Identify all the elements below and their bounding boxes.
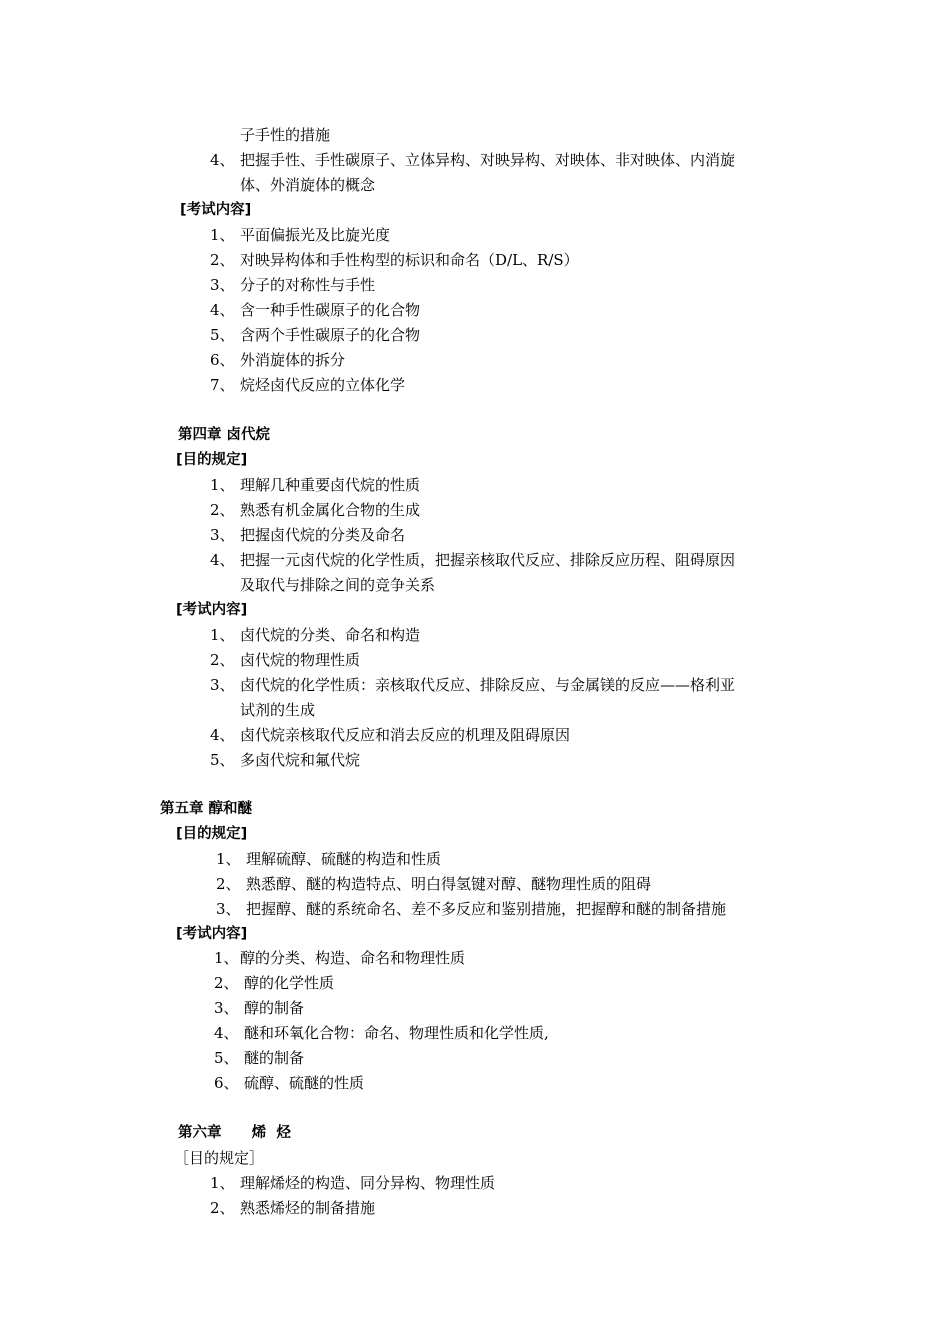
list-item-text: 理解硫醇、硫醚的构造和性质 bbox=[246, 850, 442, 868]
list-item-number: 4、 bbox=[210, 151, 235, 169]
list-item bbox=[210, 476, 420, 494]
list-item-text: 理解烯烃的构造、同分异构、物理性质 bbox=[240, 1174, 496, 1192]
list-item bbox=[214, 949, 465, 967]
list-item bbox=[210, 626, 420, 644]
list-item-continuation: 子手性的措施 bbox=[240, 126, 331, 144]
list-item bbox=[210, 676, 735, 694]
list-item-number: 2、 bbox=[210, 1199, 235, 1217]
list-item bbox=[210, 1199, 375, 1217]
list-item bbox=[210, 326, 420, 344]
list-item bbox=[210, 551, 735, 569]
list-item-number: 4、 bbox=[214, 1024, 239, 1042]
section-heading-goals: ［目的规定］ bbox=[174, 1149, 265, 1167]
list-item-text: 含一种手性碳原子的化合物 bbox=[240, 301, 421, 319]
list-item-number: 6、 bbox=[214, 1074, 239, 1092]
list-item bbox=[210, 151, 735, 169]
list-item-text: 把握醇、醚的系统命名、差不多反应和鉴别措施，把握醇和醚的制备措施 bbox=[246, 900, 727, 918]
list-item-number: 1、 bbox=[210, 226, 235, 244]
list-item bbox=[210, 376, 405, 394]
list-item-number: 2、 bbox=[210, 651, 235, 669]
list-item-text: 分子的对称性与手性 bbox=[240, 276, 376, 294]
list-item-text: 熟悉烯烃的制备措施 bbox=[240, 1199, 376, 1217]
list-item-text: 多卤代烷和氟代烷 bbox=[240, 751, 361, 769]
list-item bbox=[210, 301, 420, 319]
list-item bbox=[216, 875, 651, 893]
list-item-number: 3、 bbox=[210, 276, 235, 294]
list-item-text: 熟悉有机金属化合物的生成 bbox=[240, 501, 421, 519]
list-item bbox=[210, 726, 570, 744]
list-item bbox=[214, 974, 334, 992]
section-heading-exam: [考试内容] bbox=[176, 926, 248, 942]
list-item-number: 3、 bbox=[210, 676, 235, 694]
list-item-number: 5、 bbox=[210, 751, 235, 769]
list-item-text: 把握卤代烷的分类及命名 bbox=[240, 526, 406, 544]
list-item-text: 卤代烷的物理性质 bbox=[240, 651, 361, 669]
list-item-text: 平面偏振光及比旋光度 bbox=[240, 226, 391, 244]
list-item-text: 烷烃卤代反应的立体化学 bbox=[240, 376, 406, 394]
list-item-number: 4、 bbox=[210, 726, 235, 744]
list-item-continuation: 及取代与排除之间的竞争关系 bbox=[240, 576, 436, 594]
list-item bbox=[210, 501, 420, 519]
list-item-text: 醚的制备 bbox=[244, 1049, 305, 1067]
section-heading-goals: [目的规定] bbox=[176, 452, 248, 468]
list-item-number: 1、 bbox=[216, 850, 241, 868]
list-item-text: 对映异构体和手性构型的标识和命名（D/L、R/S） bbox=[240, 251, 579, 269]
list-item-text: 醇的制备 bbox=[244, 999, 305, 1017]
list-item-number: 3、 bbox=[214, 999, 239, 1017]
list-item-number: 3、 bbox=[210, 526, 235, 544]
list-item-number: 3、 bbox=[216, 900, 241, 918]
list-item-number: 1、 bbox=[210, 476, 235, 494]
list-item-text: 熟悉醇、醚的构造特点、明白得氢键对醇、醚物理性质的阻碍 bbox=[246, 875, 652, 893]
chapter-title: 第四章 卤代烷 bbox=[178, 427, 271, 443]
list-item-number: 6、 bbox=[210, 351, 235, 369]
list-item-text: 把握手性、手性碳原子、立体异构、对映异构、对映体、非对映体、内消旋 bbox=[240, 151, 736, 169]
list-item bbox=[210, 351, 345, 369]
list-item bbox=[214, 1049, 304, 1067]
list-item bbox=[210, 751, 360, 769]
list-item bbox=[214, 999, 304, 1017]
list-item-text: 把握一元卤代烷的化学性质，把握亲核取代反应、排除反应历程、阻碍原因 bbox=[240, 551, 736, 569]
list-item-number: 4、 bbox=[210, 551, 235, 569]
list-item bbox=[216, 900, 726, 918]
list-item-number: 1、 bbox=[214, 949, 239, 967]
list-item-text: 醇的化学性质 bbox=[244, 974, 335, 992]
list-item-continuation: 试剂的生成 bbox=[240, 701, 316, 719]
list-item-text: 卤代烷的分类、命名和构造 bbox=[240, 626, 421, 644]
section-heading-goals: [目的规定] bbox=[176, 826, 248, 842]
list-item-number: 4、 bbox=[210, 301, 235, 319]
chapter-title: 第六章 烯 烃 bbox=[178, 1125, 291, 1141]
list-item bbox=[216, 850, 441, 868]
list-item-number: 2、 bbox=[216, 875, 241, 893]
list-item-number: 1、 bbox=[210, 1174, 235, 1192]
list-item-number: 5、 bbox=[214, 1049, 239, 1067]
list-item-text: 卤代烷亲核取代反应和消去反应的机理及阻碍原因 bbox=[240, 726, 571, 744]
list-item-number: 2、 bbox=[210, 501, 235, 519]
section-heading-exam: [考试内容] bbox=[176, 602, 248, 618]
list-item-number: 1、 bbox=[210, 626, 235, 644]
list-item bbox=[214, 1024, 549, 1042]
list-item-number: 2、 bbox=[214, 974, 239, 992]
list-item-text: 理解几种重要卤代烷的性质 bbox=[240, 476, 421, 494]
list-item-text: 醚和环氧化合物：命名、物理性质和化学性质, bbox=[244, 1024, 549, 1042]
list-item-text: 硫醇、硫醚的性质 bbox=[244, 1074, 365, 1092]
list-item-number: 2、 bbox=[210, 251, 235, 269]
list-item bbox=[210, 226, 390, 244]
list-item-text: 醇的分类、构造、命名和物理性质 bbox=[240, 949, 466, 967]
list-item bbox=[210, 276, 375, 294]
chapter-title: 第五章 醇和醚 bbox=[160, 801, 253, 817]
list-item bbox=[210, 251, 579, 269]
list-item bbox=[214, 1074, 364, 1092]
list-item bbox=[210, 1174, 495, 1192]
list-item-text: 含两个手性碳原子的化合物 bbox=[240, 326, 421, 344]
section-heading-exam: [考试内容] bbox=[180, 202, 252, 218]
list-item bbox=[210, 651, 360, 669]
list-item-number: 7、 bbox=[210, 376, 235, 394]
list-item-text: 外消旋体的拆分 bbox=[240, 351, 346, 369]
list-item-text: 卤代烷的化学性质：亲核取代反应、排除反应、与金属镁的反应——格利亚 bbox=[240, 676, 736, 694]
list-item-number: 5、 bbox=[210, 326, 235, 344]
list-item bbox=[210, 526, 405, 544]
list-item-continuation: 体、外消旋体的概念 bbox=[240, 176, 376, 194]
